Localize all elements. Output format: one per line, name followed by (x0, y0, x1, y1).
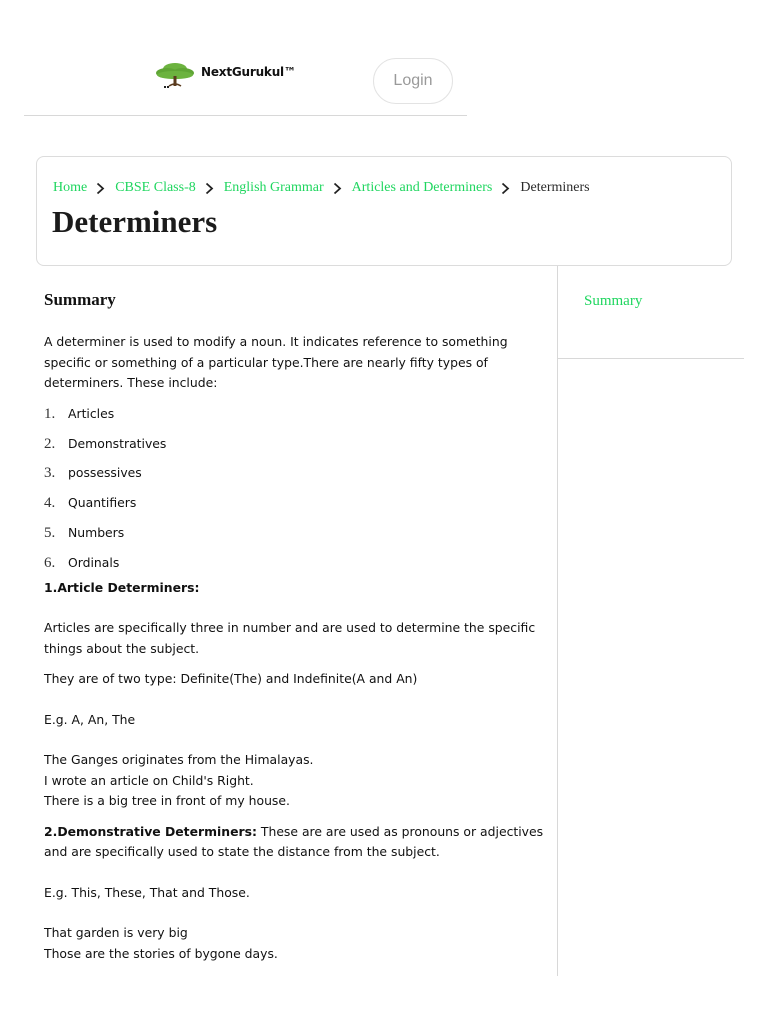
chevron-right-icon (329, 181, 346, 195)
tree-logo-icon (155, 60, 195, 90)
site-logo[interactable] (155, 60, 296, 90)
article-description: Articles are specifically three in number and are used to determine the specific things about the subject. (44, 620, 536, 656)
list-text: Quantifiers (68, 495, 137, 511)
list-text: Numbers (68, 524, 125, 540)
article-heading: 1.Article Determiners: (44, 579, 200, 595)
article-example-2: I wrote an article on Child's Right. (44, 772, 254, 788)
list-item (44, 518, 544, 548)
list-text: possessives (68, 465, 142, 481)
list-text: Demonstratives (68, 435, 167, 451)
list-number: 3. (44, 465, 56, 482)
sidebar-divider (557, 266, 558, 976)
demonstrative-example-2: Those are the stories of bygone days. (44, 945, 278, 961)
demonstrative-paragraph (44, 822, 544, 863)
demonstrative-example-1: That garden is very big (44, 925, 188, 941)
header-divider (24, 115, 467, 116)
chevron-right-icon (92, 181, 109, 195)
demonstrative-heading: 2.Demonstrative Determiners: (44, 823, 257, 839)
breadcrumb-subject[interactable]: English Grammar (223, 180, 324, 195)
intro-paragraph: A determiner is used to modify a noun. It indicates reference to something specific or something of a particular type.There are nearly fifty types of determiners. These include: (44, 334, 508, 390)
demonstrative-example-label: E.g. This, These, That and Those. (44, 884, 250, 900)
demonstrative-description: These are are used as pronouns or adjectives and are specifically used to state the distance from the subject. (44, 823, 544, 860)
main-content (44, 288, 544, 964)
list-number: 2. (44, 435, 56, 452)
article-example-1: The Ganges originates from the Himalayas. (44, 752, 314, 768)
determiner-types-list (44, 400, 544, 578)
breadcrumb-current: Determiners (520, 180, 590, 195)
list-number: 6. (44, 554, 56, 571)
site-header (0, 0, 768, 116)
breadcrumb-chapter[interactable]: Articles and Determiners (351, 180, 493, 195)
list-text: Ordinals (68, 554, 120, 570)
breadcrumb-home[interactable]: Home (53, 180, 88, 195)
login-button[interactable]: Login (373, 58, 453, 104)
list-item (44, 548, 544, 578)
chevron-right-icon (497, 181, 514, 195)
article-example-3: There is a big tree in front of my house. (44, 793, 290, 809)
list-text: Articles (68, 406, 115, 422)
list-number: 5. (44, 524, 56, 541)
sidebar-summary-link[interactable]: Summary (584, 293, 643, 309)
list-number: 1. (44, 406, 56, 423)
list-number: 4. (44, 495, 56, 512)
chevron-right-icon (201, 181, 218, 195)
logo-text: Next‬Gurukul™ (201, 65, 296, 79)
breadcrumb (53, 180, 590, 196)
article-example-label: E.g. A, An, The (44, 711, 136, 727)
list-item (44, 489, 544, 519)
list-item (44, 459, 544, 489)
section-title: Summary (44, 290, 116, 309)
list-item (44, 429, 544, 459)
article-types: They are of two type: Definite(The) and Indefinite(A and An) (44, 671, 418, 687)
title-card (36, 156, 732, 266)
breadcrumb-class[interactable]: CBSE Class-8 (115, 180, 196, 195)
sidebar-separator (558, 358, 744, 359)
list-item (44, 400, 544, 430)
page-title: Determiners (52, 204, 218, 239)
